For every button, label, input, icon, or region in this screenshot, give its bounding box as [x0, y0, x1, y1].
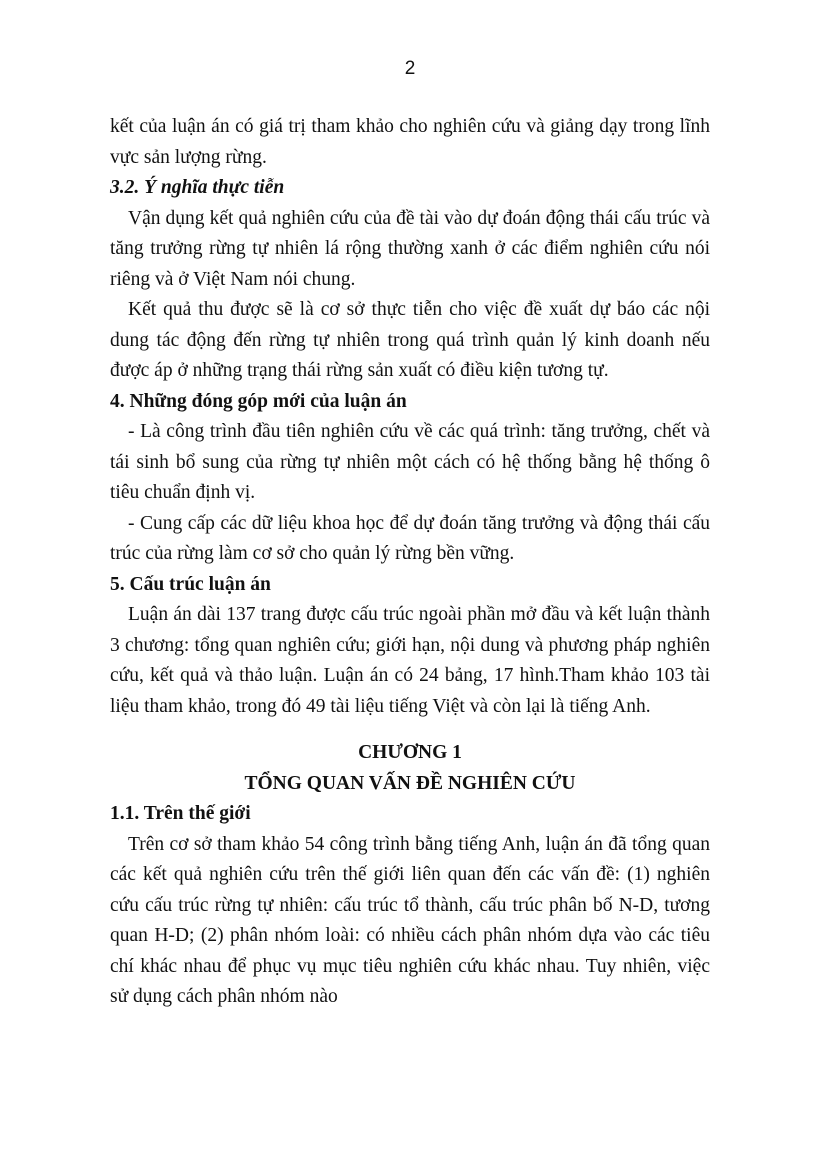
chapter-label: CHƯƠNG 1	[358, 742, 462, 763]
section-4-paragraph-1: - Là công trình đầu tiên nghiên cứu về các quá trình: tăng trưởng, chết và tái sinh bổ sung của rừng tự nhiên một cách có hệ thống bằng hệ thống ô tiêu chuẩn định vị.	[110, 421, 710, 503]
section-3-2-heading: 3.2. Ý nghĩa thực tiễn	[110, 177, 285, 198]
chapter-spacer	[110, 722, 710, 738]
section-5-paragraph-1: Luận án dài 137 trang được cấu trúc ngoài phần mở đầu và kết luận thành 3 chương: tổng quan nghiên cứu; giới hạn, nội dung và phương pháp nghiên cứu, kết quả và thảo luận. Luận án có 24 bảng, 17 hình.Tham khảo 103 tài liệu tham khảo, trong đó 49 tài liệu tiếng Việt và còn lại là tiếng Anh.	[110, 604, 710, 717]
section-1-1-paragraph-1: Trên cơ sở tham khảo 54 công trình bằng tiếng Anh, luận án đã tổng quan các kết quả nghiên cứu trên thế giới liên quan đến các vấn đề: (1) nghiên cứu cấu trúc rừng tự nhiên: cấu trúc tổ thành, cấu trúc phân bố N-D, tương quan H-D; (2) phân nhóm loài: có nhiều cách phân nhóm dựa vào các tiêu chí khác nhau để phục vụ mục tiêu nghiên cứu khác nhau. Tuy nhiên, việc sử dụng cách phân nhóm nào	[110, 833, 710, 1007]
section-5-heading: 5. Cấu trúc luận án	[110, 573, 271, 595]
intro-continuation: kết của luận án có giá trị tham khảo cho nghiên cứu và giảng dạy trong lĩnh vực sản lượng rừng.	[110, 116, 710, 168]
chapter-title: TỔNG QUAN VẤN ĐỀ NGHIÊN CỨU	[244, 772, 576, 794]
page-content	[110, 112, 710, 1013]
page-number: 2	[404, 58, 416, 79]
section-3-2-paragraph-1: Vận dụng kết quả nghiên cứu của đề tài vào dự đoán động thái cấu trúc và tăng trưởng rừng tự nhiên lá rộng thường xanh ở các điểm nghiên cứu nói riêng và ở Việt Nam nói chung.	[110, 207, 710, 290]
section-3-2-paragraph-2: Kết quả thu được sẽ là cơ sở thực tiễn cho việc đề xuất dự báo các nội dung tác động đến rừng tự nhiên trong quá trình quản lý kinh doanh nếu được áp ở những trạng thái rừng sản xuất có điều kiện tương tự.	[110, 299, 710, 381]
document-page	[110, 0, 710, 1158]
section-1-1-heading: 1.1. Trên thế giới	[110, 803, 251, 824]
section-4-heading: 4. Những đóng góp mới của luận án	[110, 390, 407, 412]
section-4-paragraph-2: - Cung cấp các dữ liệu khoa học để dự đoán tăng trưởng và động thái cấu trúc của rừng làm cơ sở cho quản lý rừng bền vững.	[110, 512, 710, 564]
